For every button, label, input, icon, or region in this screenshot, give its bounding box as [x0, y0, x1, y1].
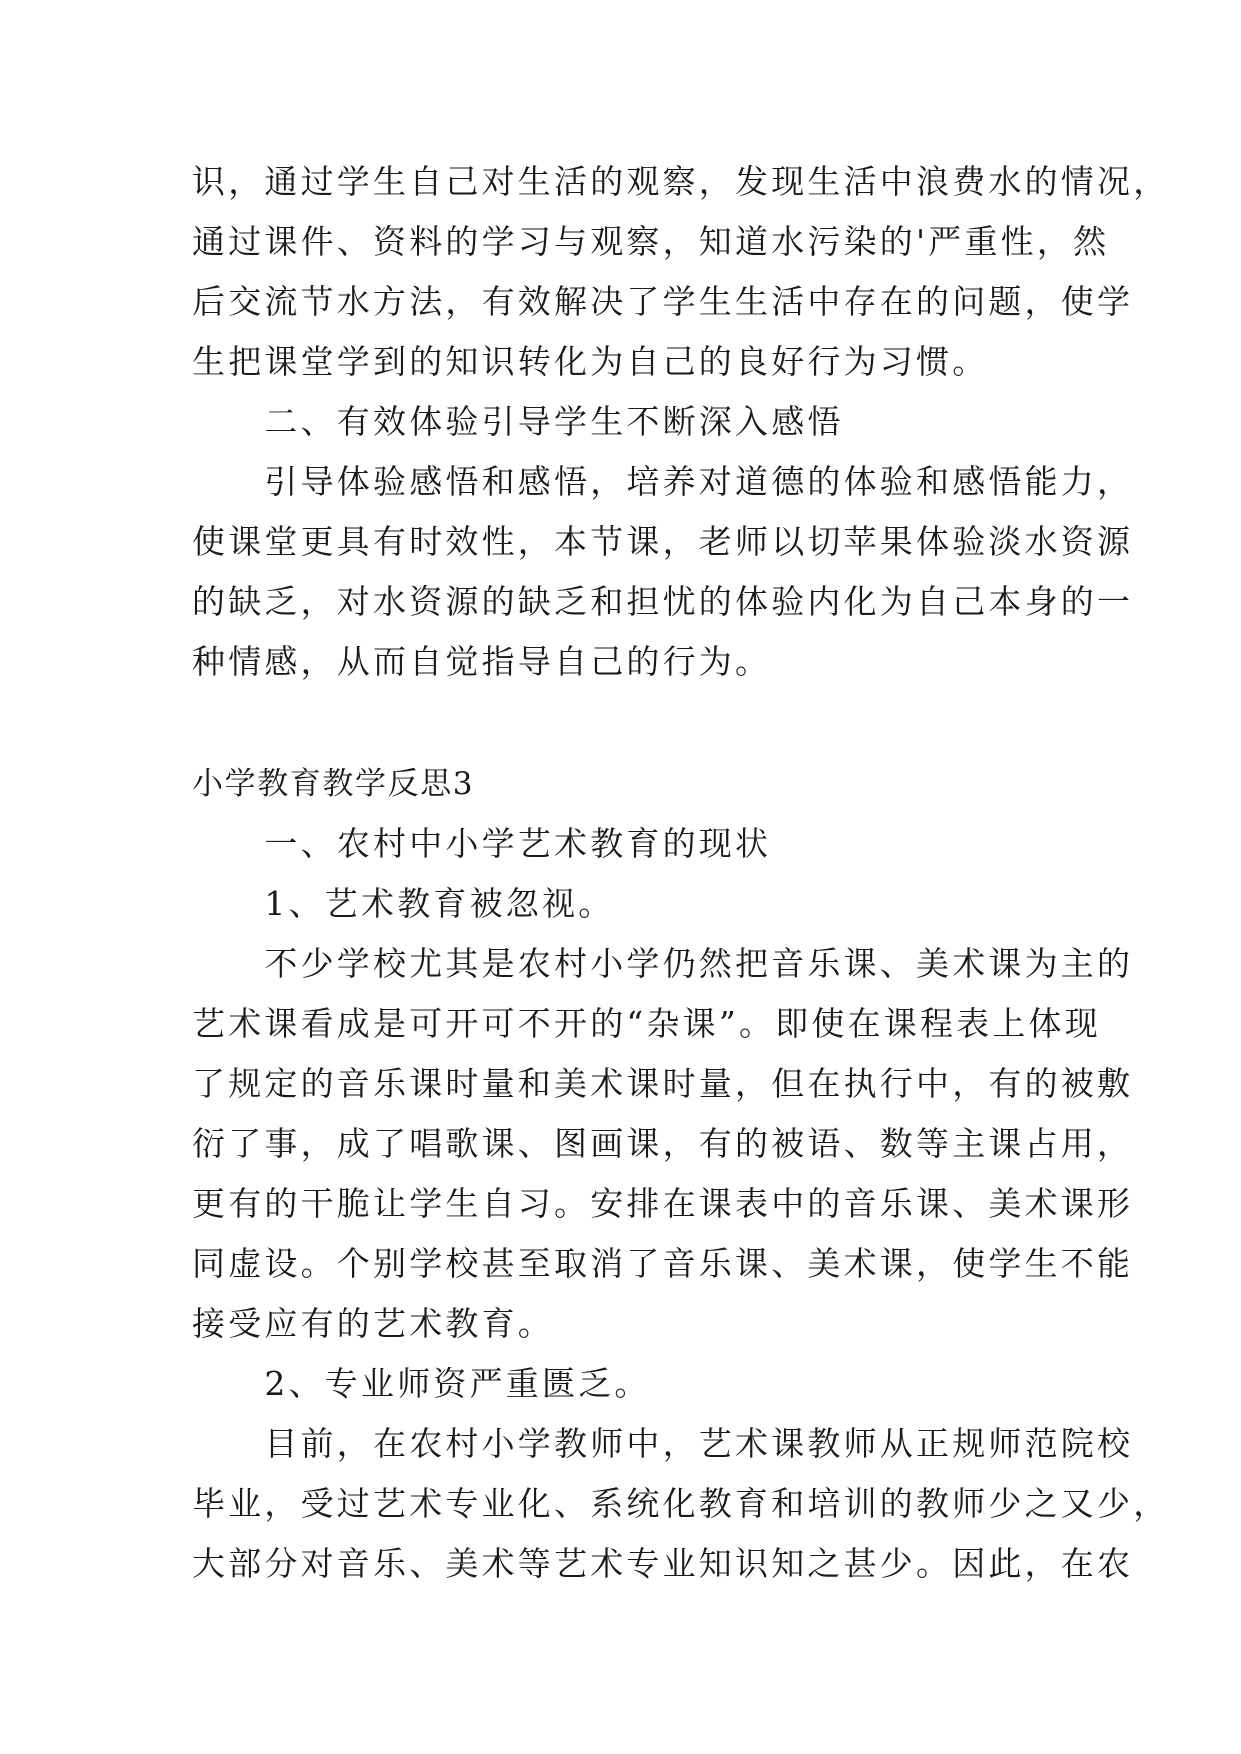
paragraph-block-top [192, 152, 1170, 692]
subheading-line: 2、专业师资严重匮乏。 [192, 1364, 651, 1403]
text-line: 同虚设。个别学校甚至取消了音乐课、美术课，使学生不能 [192, 1244, 1134, 1283]
paragraph-block-bottom [192, 814, 1170, 1594]
text-line: 衍了事，成了唱歌课、图画课，有的被语、数等主课占用， [192, 1124, 1134, 1163]
text-line: 不少学校尤其是农村小学仍然把音乐课、美术课为主的 [192, 944, 1134, 983]
text-line: 引导体验感悟和感悟，培养对道德的体验和感悟能力， [192, 462, 1134, 501]
text-line: 大部分对音乐、美术等艺术专业知识知之甚少。因此，在农 [192, 1544, 1134, 1583]
text-line: 种情感，从而自觉指导自己的行为。 [192, 642, 772, 681]
text-line: 了规定的音乐课时量和美术课时量，但在执行中，有的被敷 [192, 1064, 1134, 1103]
text-line: 识，通过学生自己对生活的观察，发现生活中浪费水的情况， [192, 162, 1170, 201]
document-body [192, 152, 1170, 1594]
text-line: 使课堂更具有时效性，本节课，老师以切苹果体验淡水资源 [192, 522, 1134, 561]
section-title: 小学教育教学反思3 [192, 766, 475, 802]
text-line: 更有的干脆让学生自习。安排在课表中的音乐课、美术课形 [192, 1184, 1134, 1223]
text-line: 通过课件、资料的学习与观察，知道水污染的'严重性，然 [192, 222, 1110, 261]
text-line: 目前，在农村小学教师中，艺术课教师从正规师范院校 [192, 1424, 1134, 1463]
text-line: 接受应有的艺术教育。 [192, 1304, 554, 1343]
text-line: 后交流节水方法，有效解决了学生生活中存在的问题，使学 [192, 282, 1134, 321]
text-line: 艺术课看成是可开可不开的“杂课”。即使在课程表上体现 [192, 1004, 1101, 1043]
text-line: 的缺乏，对水资源的缺乏和担忧的体验内化为自己本身的一 [192, 582, 1134, 621]
text-line: 生把课堂学到的知识转化为自己的良好行为习惯。 [192, 342, 989, 381]
text-line: 毕业，受过艺术专业化、系统化教育和培训的教师少之又少， [192, 1484, 1170, 1523]
subheading-line: 1、艺术教育被忽视。 [192, 884, 615, 923]
subheading-line: 一、农村中小学艺术教育的现状 [192, 824, 772, 863]
section-spacer [192, 692, 1072, 754]
subheading-line: 二、有效体验引导学生不断深入感悟 [192, 402, 844, 441]
